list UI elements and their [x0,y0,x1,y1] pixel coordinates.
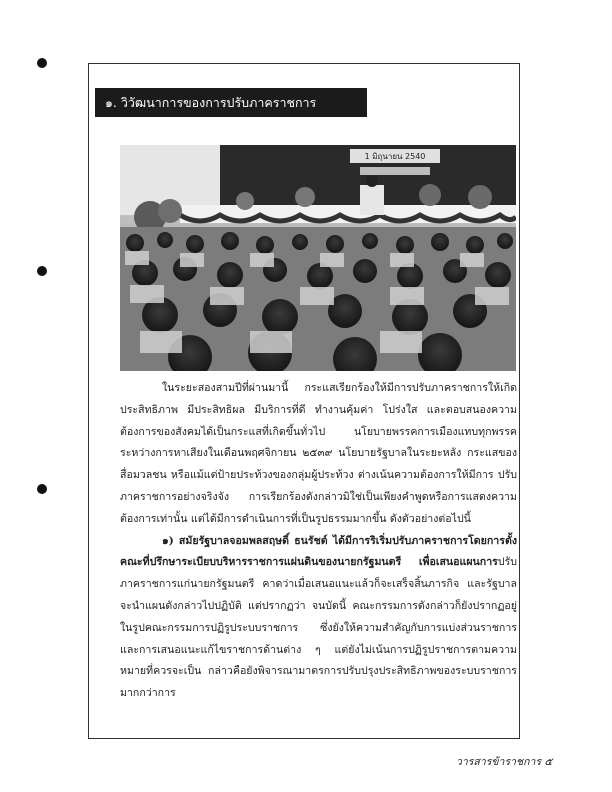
photo-banner-text: 1 มิถุนายน 2540 [364,152,426,161]
paragraph-item-1 [120,531,517,705]
paragraph-intro: ในระยะสองสามปีที่ผ่านมานี้ กระแสเรียกร้องให้มีการปรับภาคราชการให้เกิดประสิทธิภาพ มีประสิทธิผล มีบริการที่ดี ทำงานคุ้มค่า โปร่งใส และตอบสนองความต้องการของสังคมได้เป็นกระแสที่เกิดขึ้นทั่วไป นโยบายพรรคการเมืองแทบทุกพรรคระหว่างการหาเสียงในเดือนพฤศจิกายน ๒๕๓๙ นโยบายรัฐบาลในระยะหลัง กระแสของสื่อมวลชน หรือแม้แต่ป้ายประท้วงของกลุ่มผู้ประท้วง ต่างเน้นความต้องการให้มีการ ปรับภาคราชการอย่างจริงจัง การเรียกร้องดังกล่าวมิใช่เป็นเพียงคำพูดหรือการแสดงความต้องการเท่านั้น แต่ได้มีการดำเนินการที่เป็นรูปธรรมมากขึ้น ดังตัวอย่างต่อไปนี้ [120,382,517,525]
section-title-text: ๑. วิวัฒนาการของการปรับภาคราชการ [105,95,317,110]
page-footer [456,753,576,770]
item-1-lead: ๑) สมัยรัฐบาลจอมพลสฤษดิ์ ธนรัชต์ ได้มีการริเริ่มปรับภาคราชการโดยการตั้งคณะที่ปรึกษาระเบียบบริหารราชการแผ่นดินของนายกรัฐมนตรี เพื่อเสนอแผนการ [120,534,517,569]
footer-text: วารสารข้าราชการ ๕ [456,756,553,768]
punch-hole-middle [37,266,47,276]
meeting-photo [120,145,516,371]
section-title [95,88,367,117]
punch-hole-bottom [37,484,47,494]
item-1-rest: ปรับภาคราชการแก่นายกรัฐมนตรี คาดว่าเมื่อเสนอแนะแล้วก็จะเสร็จสิ้นภารกิจ และรัฐบาลจะนำแผนดังกล่าวไปปฏิบัติ แต่ปรากฏว่า จนบัดนี้ คณะกรรมการดังกล่าวก็ยังปรากฏอยู่ในรูปคณะกรรมการปฏิรูประบบราชการ ซึ่งยังให้ความสำคัญกับการแบ่งส่วนราชการ และการเสนอแนะแก้ไขราชการด้านต่าง ๆ แต่ยังไม่เน้นการปฏิรูปราชการตามความหมายที่ควรจะเป็น กล่าวคือยังพิจารณามาตรการปรับปรุงประสิทธิภาพของระบบราชการมากกว่าการ [120,556,517,700]
punch-hole-top [37,58,47,68]
article-body [120,378,517,705]
